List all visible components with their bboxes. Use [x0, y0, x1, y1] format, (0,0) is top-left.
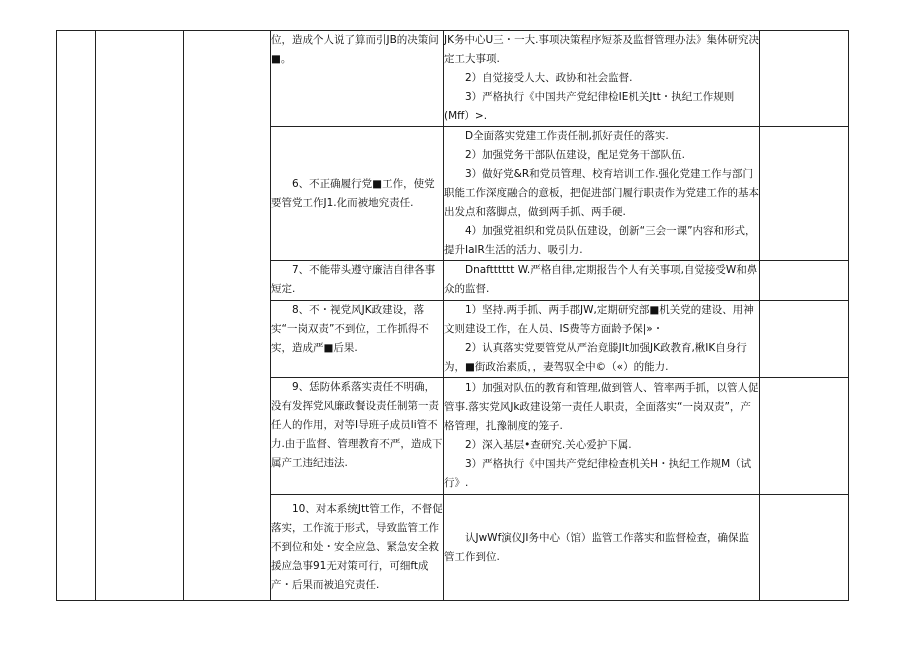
measure-text: 2）加强党务干部队伍建设，配足党务干部队伍. [465, 149, 686, 161]
measure-text: 1）坚持.两手抓、两手郡JW,定期研究部■机关党的建设、用神文则建设工作，在人员、IS费等方面龄予保|»・ [444, 304, 754, 335]
risk-text: 8、不・视党风JK政建设，落实“一岗双责”不到位，工作抓得不实，造成严■后果. [271, 304, 429, 354]
risk-control-table [56, 30, 849, 601]
measure-text: 3）严格执行《中国共产党纪律检查机关H・执纪工作规M（试行》. [444, 458, 752, 489]
risk-point-cell [271, 31, 444, 127]
measure-text: 4）加强党祖织和党员队伍建设，创新“三会一课”内容和形式，提升IalR生活的活力、吸引力. [444, 225, 756, 256]
measure-text: 认JwWf演仪JI务中心（馆）监管工作落实和监督检查，确保监管工作到位. [444, 531, 749, 563]
risk-text: 6、不正确履行党■工作，使党要管党工作J1.化而被地究责任. [271, 177, 435, 209]
post-column-cell [184, 31, 271, 601]
risk-point-cell [271, 261, 444, 301]
index-column-cell [57, 31, 96, 601]
risk-point-cell [271, 301, 444, 378]
measure-cell [444, 378, 760, 495]
measure-text: D全面落实党建工作责任制,抓好责任的落实. [465, 130, 669, 142]
note-cell [760, 127, 849, 261]
table-row [57, 31, 849, 127]
risk-point-cell [271, 495, 444, 601]
measure-text: 1）加强对队伍的教育和管理,做到管人、管率两手抓，以管人促管事.落实党风Jk政建设第一责任人职责，全面落实“一岗双责”，产格管理，扎豫制度的笼子. [444, 382, 759, 432]
measure-text: 2）自觉接受人大、政协和社会监督. [465, 72, 633, 84]
risk-point-cell [271, 127, 444, 261]
measure-cell [444, 261, 760, 301]
measure-text: JK务中心U三・一大.事项决策程序短茶及监督管理办法》集体研究决定工大事项. [444, 34, 760, 65]
risk-text: 10、对本系统Jtt管工作，不督促落实，工作流于形式，导致监管工作不到位和处・安全应急、紧急安全救援应急事91无对策可行，可细ft成产・后果而被追究责任. [271, 503, 443, 591]
note-cell [760, 31, 849, 127]
measure-cell [444, 495, 760, 601]
measure-text: 2）深入基层•查研究.关心爱护下属. [465, 439, 632, 451]
risk-text: 7、不能带头遵守廉洁自律各事短定. [271, 264, 436, 295]
risk-text: 9、恁防体系落实责任不明确，没有发挥党风廉政餐设责任制第一责任人的作用，对等I导班子成员Ii管不力.由于监督、管理教育不严，造成下属产工违纪违法. [271, 381, 443, 469]
measure-cell [444, 31, 760, 127]
note-cell [760, 378, 849, 495]
measure-text: 2）认真落实党要管党从严治竟滕JIt加强JK政教育,楸IK自身行为，■街政治素质，，妻驾驭全中©（«）的能力. [444, 342, 747, 373]
note-cell [760, 301, 849, 378]
note-cell [760, 495, 849, 601]
measure-cell [444, 127, 760, 261]
risk-text: 位，造成个人说了算而引JB的决策问■。 [271, 34, 439, 65]
measure-cell [444, 301, 760, 378]
measure-text: 3）严格执行《中国共产党纪律检IE机关Jtt・执纪工作规则(Mff）>. [444, 91, 735, 122]
note-cell [760, 261, 849, 301]
measure-text: Dnaftttttt W.严格自律,定期报告个人有关事项,自觉接受W和鼻众的监督. [444, 264, 758, 295]
measure-text: 3）做好党&R和党员管理、校育培训工作.强化党建工作与部门职能工作深度融合的意板，把促进部门履行职责作为党建工作的基本出发点和落脚点，做到两手抓、两手硬. [444, 168, 759, 218]
category-column-cell [96, 31, 184, 601]
risk-point-cell [271, 378, 444, 495]
